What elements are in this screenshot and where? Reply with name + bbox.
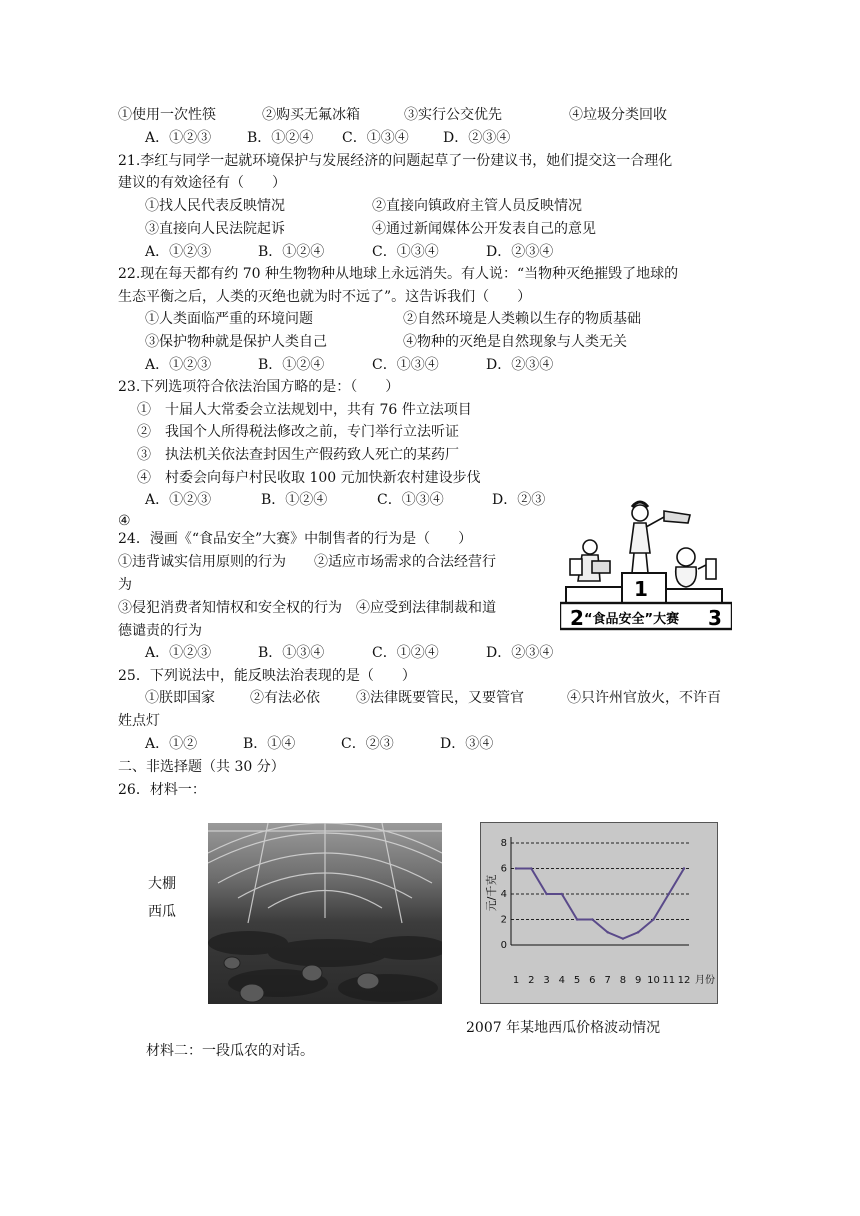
- price-point: [683, 867, 685, 869]
- price-point: [561, 893, 563, 895]
- q25-stem: 25．下列说法中，能反映法治表现的是（ ）: [118, 668, 416, 684]
- x-tick-label: 8: [619, 975, 627, 986]
- watermelon-price-chart: [480, 822, 718, 1004]
- x-tick-label: 1: [512, 975, 520, 986]
- q20-choice-c: C．①③④: [342, 130, 409, 146]
- y-tick-label: 2: [500, 914, 507, 926]
- y-tick-label: 6: [500, 863, 507, 875]
- q25-option-2: ②有法必依: [250, 690, 320, 706]
- price-line-chart-svg: [481, 823, 717, 1003]
- q21-choice-b: B．①②④: [258, 244, 325, 260]
- q20-option-1: ①使用一次性筷: [118, 107, 216, 123]
- q24-line-2: 为: [118, 577, 132, 593]
- q22-option-3: ③保护物种就是保护人类自己: [145, 334, 327, 350]
- cartoon-banner: “食品安全”大赛: [584, 612, 680, 627]
- x-tick-label: 4: [558, 975, 566, 986]
- q22-option-2: ②自然环境是人类赖以生存的物质基础: [403, 311, 641, 327]
- q25-option-4: ④只许州官放火，不许百: [567, 690, 721, 706]
- q20-option-4: ④垃圾分类回收: [569, 107, 667, 123]
- q21-stem-1: 21.李红与同学一起就环境保护与发展经济的问题起草了一份建议书，她们提交这一合理化: [118, 153, 673, 169]
- q23-option-2: ② 我国个人所得税法修改之前，专门举行立法听证: [137, 424, 459, 440]
- q24-choice-a: A．①②③: [145, 645, 212, 661]
- price-point: [515, 867, 517, 869]
- q21-stem-2: 建议的有效途径有（ ）: [118, 175, 286, 191]
- photo-label-1: 大棚: [148, 876, 176, 892]
- x-tick-label: 6: [589, 975, 596, 986]
- x-axis-label: 月份: [695, 975, 715, 986]
- q23-choice-a: A．①②③: [145, 492, 212, 508]
- y-axis-label: 元/千克: [485, 874, 498, 912]
- greenhouse-watermelon-photo: [208, 823, 442, 1004]
- plot-area: [511, 837, 689, 945]
- q25-option-3: ③法律既要管民，又要管官: [356, 690, 524, 706]
- q24-line-3: ③侵犯消费者知情权和安全权的行为 ④应受到法律制裁和道: [118, 600, 496, 616]
- q23-option-3: ③ 执法机关依法查封因生产假药致人死亡的某药厂: [137, 447, 459, 463]
- q25-choice-b: B．①④: [243, 736, 296, 752]
- q21-option-4: ④通过新闻媒体公开发表自己的意见: [372, 221, 596, 237]
- q24-choice-b: B．①③④: [258, 645, 325, 661]
- q21-option-2: ②直接向镇政府主管人员反映情况: [372, 198, 582, 214]
- q22-option-4: ④物种的灭绝是自然现象与人类无关: [403, 334, 627, 350]
- q25-choice-d: D．③④: [440, 736, 494, 752]
- q25-option-4-wrap: 姓点灯: [118, 713, 160, 729]
- y-tick-label: 4: [500, 889, 507, 900]
- q24-choice-d: D．②③④: [486, 645, 554, 661]
- q23-stem: 23.下列选项符合依法治国方略的是：（ ）: [118, 379, 400, 395]
- q25-choice-a: A．①②: [145, 736, 198, 752]
- q24-line-4: 德谴责的行为: [118, 623, 202, 639]
- q23-option-1: ① 十届人大常委会立法规划中，共有 76 件立法项目: [137, 402, 472, 418]
- q23-choice-b: B．①②④: [261, 492, 328, 508]
- q25-option-1: ①朕即国家: [145, 690, 215, 706]
- q24-line-1: ①违背诚实信用原则的行为 ②适应市场需求的合法经营行: [118, 554, 496, 570]
- q23-choice-d-wrap: ④: [118, 513, 131, 529]
- x-tick-label: 5: [573, 975, 581, 986]
- section-heading: 二、非选择题（共 30 分）: [118, 759, 285, 775]
- podium-place-2: 2: [570, 606, 584, 630]
- q21-choice-a: A．①②③: [145, 244, 212, 260]
- q22-stem-2: 生态平衡之后，人类的灭绝也就为时不远了”。这告诉我们（ ）: [118, 289, 532, 305]
- q21-choice-d: D．②③④: [486, 244, 554, 260]
- y-tick-label: 8: [500, 838, 507, 849]
- q26-stem: 26．材料一：: [118, 782, 206, 798]
- q22-choice-b: B．①②④: [258, 357, 325, 373]
- x-tick-label: 3: [543, 975, 550, 986]
- q21-choice-c: C．①③④: [372, 244, 439, 260]
- q22-choice-a: A．①②③: [145, 357, 212, 373]
- chart-caption: 2007 年某地西瓜价格波动情况: [466, 1020, 661, 1036]
- q23-choice-d: D．②③: [492, 492, 546, 508]
- q22-stem-1: 22.现在每天都有约 70 种生物物种从地球上永远消失。有人说：“当物种灭绝摧毁了地球的: [118, 266, 679, 282]
- x-tick-label: 7: [604, 975, 611, 986]
- q20-choice-d: D．②③④: [443, 130, 511, 146]
- photo-label-2: 西瓜: [148, 904, 176, 920]
- q22-choice-c: C．①③④: [372, 357, 439, 373]
- q23-choice-c: C．①③④: [377, 492, 444, 508]
- price-point: [576, 918, 578, 920]
- material-two: 材料二：一段瓜农的对话。: [146, 1043, 314, 1059]
- podium-place-1: 1: [634, 577, 648, 601]
- q24-choice-c: C．①②④: [372, 645, 439, 661]
- price-point: [530, 867, 532, 869]
- x-tick-label: 10: [647, 975, 660, 986]
- q22-choice-d: D．②③④: [486, 357, 554, 373]
- q25-choice-c: C．②③: [341, 736, 394, 752]
- q21-option-3: ③直接向人民法院起诉: [145, 221, 285, 237]
- price-point: [622, 937, 624, 939]
- q24-stem: 24．漫画《“食品安全”大赛》中制售者的行为是（ ）: [118, 531, 473, 547]
- x-tick-label: 2: [528, 975, 535, 986]
- q23-option-4: ④ 村委会向每户村民收取 100 元加快新农村建设步伐: [137, 470, 481, 486]
- price-point: [652, 918, 654, 920]
- price-point: [668, 893, 670, 895]
- q21-option-1: ①找人民代表反映情况: [145, 198, 285, 214]
- y-tick-label: 0: [500, 940, 507, 951]
- x-tick-label: 11: [662, 975, 676, 986]
- q20-choice-b: B．①②④: [247, 130, 314, 146]
- x-tick-label: 9: [634, 975, 642, 986]
- price-point: [606, 931, 608, 933]
- q22-option-1: ①人类面临严重的环境问题: [145, 311, 313, 327]
- q20-option-3: ③实行公交优先: [404, 107, 502, 123]
- x-tick-label: 12: [677, 975, 691, 986]
- price-point: [591, 918, 593, 920]
- podium-place-3: 3: [708, 606, 722, 630]
- food-safety-cartoon: [560, 493, 732, 633]
- price-point: [637, 931, 639, 933]
- price-point: [545, 893, 547, 895]
- q20-choice-a: A．①②③: [145, 130, 212, 146]
- q20-option-2: ②购买无氟冰箱: [262, 107, 360, 123]
